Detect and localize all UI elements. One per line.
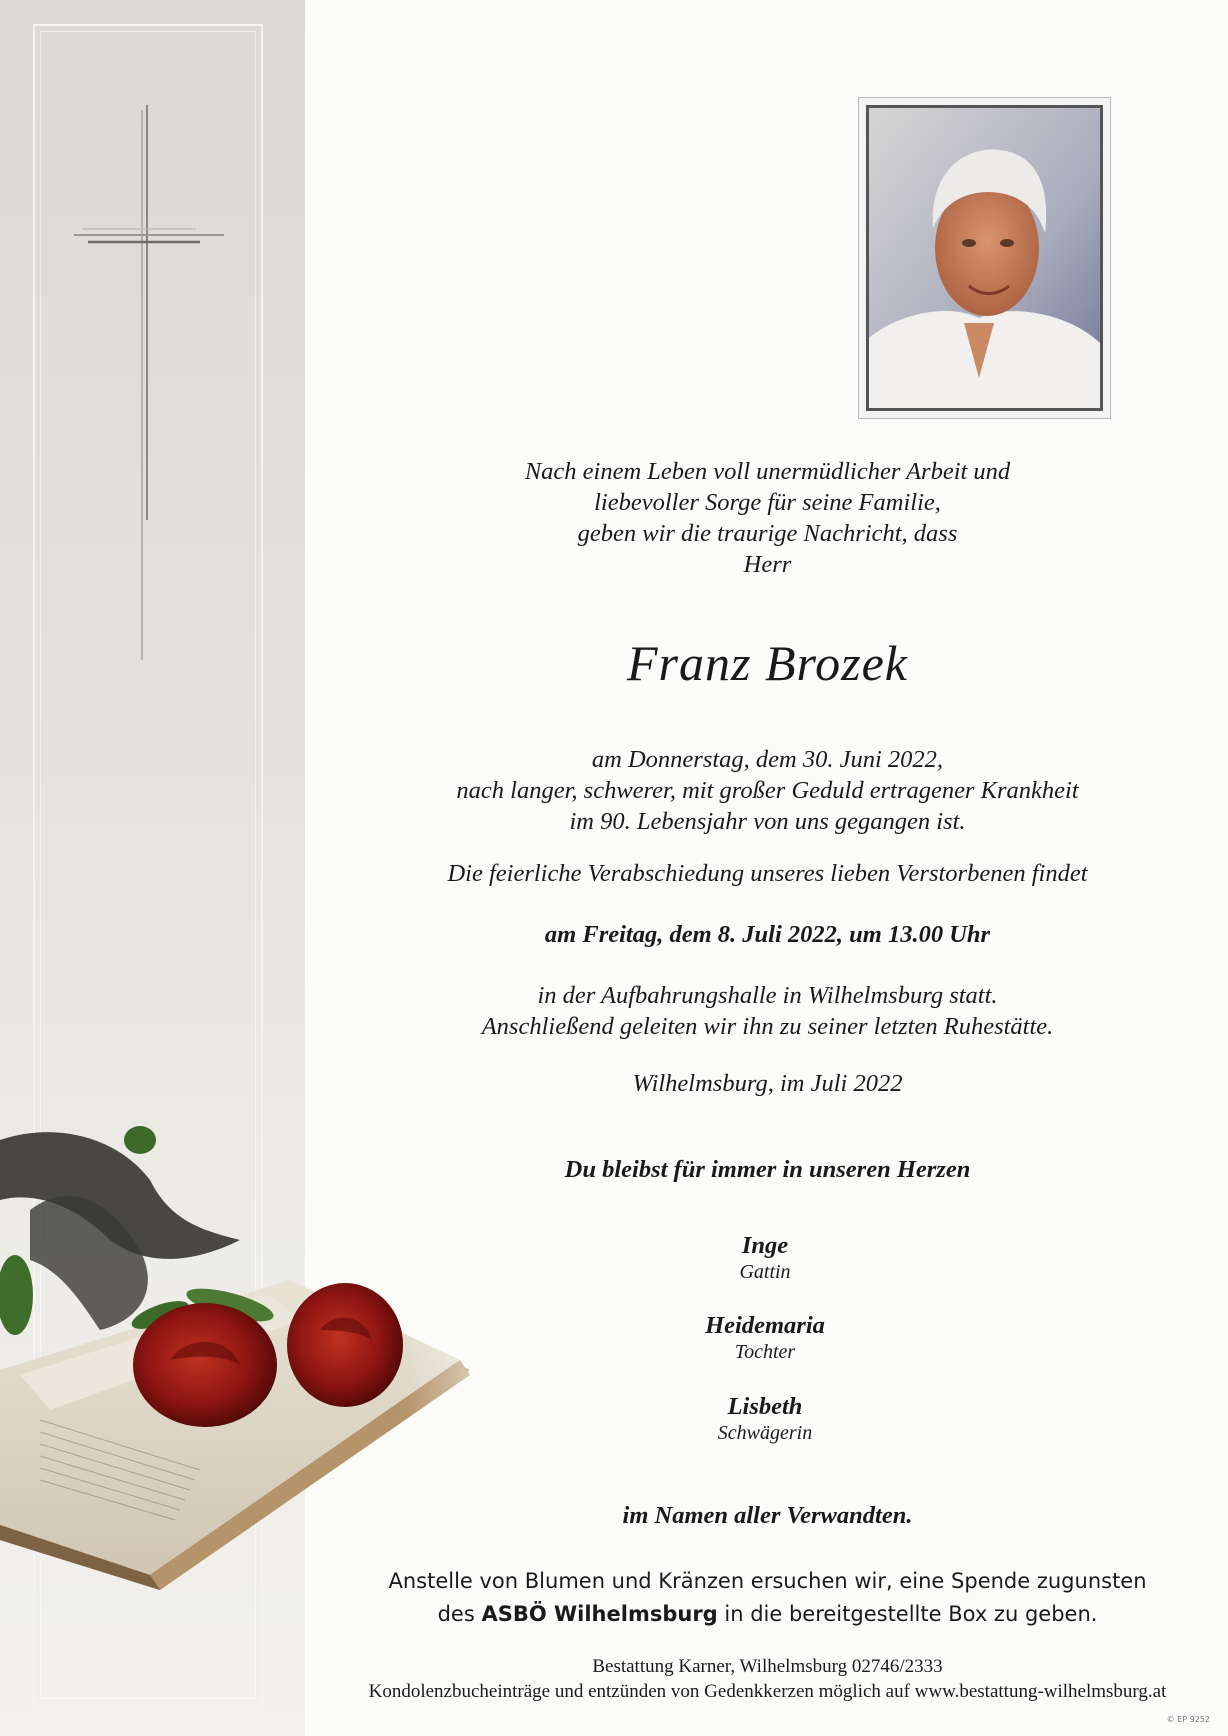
mourner-name: Heidemaria <box>705 1312 825 1339</box>
mourner-entry <box>640 1232 890 1284</box>
mourner-relation: Schwägerin <box>717 1422 813 1444</box>
deceased-name: Franz Brozek <box>627 635 908 691</box>
cross-icon <box>70 100 230 660</box>
mourner-name: Lisbeth <box>727 1393 803 1420</box>
place-line-2: Anschließend geleiten wir ihn zu seiner letzten Ruhestätte. <box>481 1013 1054 1040</box>
funeral-home-footer <box>340 1654 1195 1704</box>
intro-text <box>340 456 1195 580</box>
print-code: © EP 9252 <box>1166 1715 1210 1724</box>
ceremony-place <box>340 980 1195 1042</box>
place-line-1: in der Aufbahrungshalle in Wilhelmsburg statt. <box>537 982 998 1009</box>
deceased-portrait-photo <box>866 105 1103 411</box>
intro-line-2: liebevoller Sorge für seine Familie, <box>594 489 941 516</box>
farewell-announcement: Die feierliche Verabschiedung unseres lieben Verstorbenen findet <box>447 860 1088 887</box>
motto: Du bleibst für immer in unseren Herzen <box>564 1156 971 1183</box>
intro-line-4: Herr <box>743 551 792 578</box>
donation-line-1: Anstelle von Blumen und Kränzen ersuchen wir, eine Spende zugunsten <box>388 1569 1147 1593</box>
mourner-relation: Gattin <box>739 1261 791 1283</box>
donation-line-2-suffix: in die bereitgestellte Box zu geben. <box>724 1602 1098 1626</box>
footer-line-2: Kondolenzbucheinträge und entzünden von Gedenkkerzen möglich auf www.bestattung-wilhelmsburg.at <box>368 1681 1167 1702</box>
donation-request <box>330 1565 1205 1631</box>
mourner-entry <box>640 1312 890 1364</box>
death-notice <box>340 744 1195 837</box>
relatives-signature: im Namen aller Verwandten. <box>622 1502 913 1529</box>
death-line-3: im 90. Lebensjahr von uns gegangen ist. <box>569 808 966 835</box>
ceremony-datetime: am Freitag, dem 8. Juli 2022, um 13.00 Uhr <box>544 921 991 948</box>
mourner-entry <box>640 1393 890 1445</box>
dateline: Wilhelmsburg, im Juli 2022 <box>632 1070 903 1097</box>
mourner-relation: Tochter <box>734 1341 796 1363</box>
mourner-name: Inge <box>741 1232 789 1259</box>
death-line-2: nach langer, schwerer, mit großer Geduld ertragener Krankheit <box>456 777 1079 804</box>
intro-line-1: Nach einem Leben voll unermüdlicher Arbeit und <box>524 458 1011 485</box>
donation-line-2-prefix: des <box>437 1602 475 1626</box>
donation-recipient: ASBÖ Wilhelmsburg <box>481 1602 718 1626</box>
death-line-1: am Donnerstag, dem 30. Juni 2022, <box>591 746 944 773</box>
footer-line-1: Bestattung Karner, Wilhelmsburg 02746/2333 <box>592 1656 943 1677</box>
intro-line-3: geben wir die traurige Nachricht, dass <box>577 520 958 547</box>
portrait-image <box>869 108 1100 408</box>
